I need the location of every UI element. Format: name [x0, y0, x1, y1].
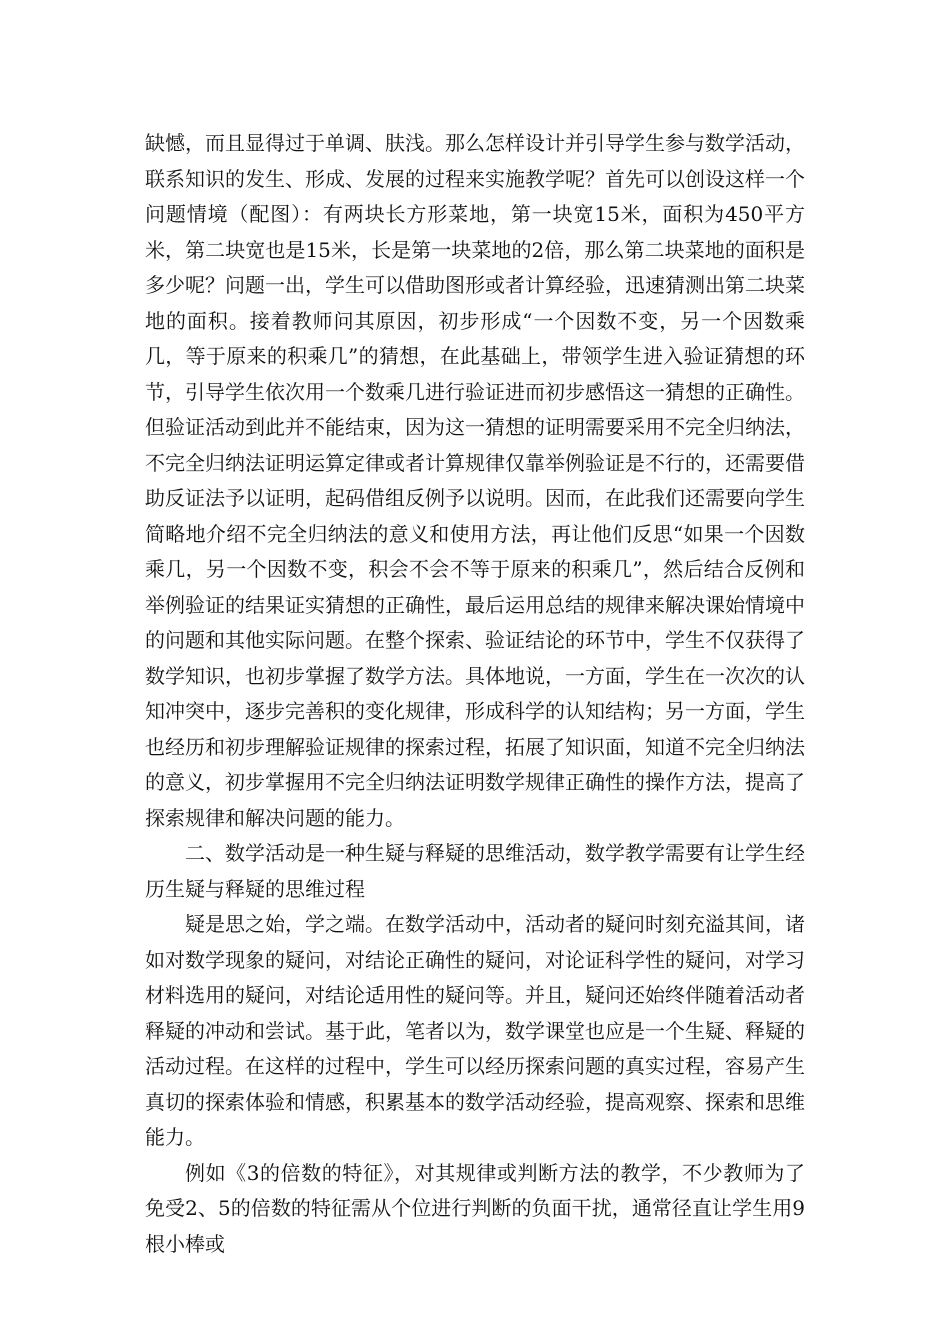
section-heading: 二、数学活动是一种生疑与释疑的思维活动，数学教学需要有让学生经历生疑与释疑的思维过程: [145, 841, 805, 901]
paragraph: 例如《3的倍数的特征》，对其规律或判断方法的教学，不少教师为了免受2、5的倍数的特征需从个位进行判断的负面干扰，通常径直让学生用9根小棒或: [145, 1160, 805, 1256]
document-body: [145, 126, 805, 1262]
paragraph-continued: 缺憾，而且显得过于单调、肤浅。那么怎样设计并引导学生参与数学活动，联系知识的发生、形成、发展的过程来实施教学呢？首先可以创设这样一个问题情境（配图）：有两块长方形菜地，第一块宽15米，面积为450平方米，第二块宽也是15米，长是第一块菜地的2倍，那么第二块菜地的面积是多少呢？问题一出，学生可以借助图形或者计算经验，迅速猜测出第二块菜地的面积。接着教师问其原因，初步形成“一个因数不变，另一个因数乘几，等于原来的积乘几”的猜想，在此基础上，带领学生进入验证猜想的环节，引导学生依次用一个数乘几进行验证进而初步感悟这一猜想的正确性。但验证活动到此并不能结束，因为这一猜想的证明需要采用不完全归纳法，不完全归纳法证明运算定律或者计算规律仅靠举例验证是不行的，还需要借助反证法予以证明，起码借组反例予以说明。因而，在此我们还需要向学生简略地介绍不完全归纳法的意义和使用方法，再让他们反思“如果一个因数乘几，另一个因数不变，积会不会不等于原来的积乘几”，然后结合反例和举例验证的结果证实猜想的正确性，最后运用总结的规律来解决课始情境中的问题和其他实际问题。在整个探索、验证结论的环节中，学生不仅获得了数学知识，也初步掌握了数学方法。具体地说，一方面，学生在一次次的认知冲突中，逐步完善积的变化规律，形成科学的认知结构；另一方面，学生也经历和初步理解验证规律的探索过程，拓展了知识面，知道不完全归纳法的意义，初步掌握用不完全归纳法证明数学规律正确性的操作方法，提高了探索规律和解决问题的能力。: [145, 131, 805, 830]
paragraph: 疑是思之始，学之端。在数学活动中，活动者的疑问时刻充溢其间，诸如对数学现象的疑问，对结论正确性的疑问，对论证科学性的疑问，对学习材料选用的疑问，对结论适用性的疑问等。并且，疑问还始终伴随着活动者释疑的冲动和尝试。基于此，笔者以为，数学课堂也应是一个生疑、释疑的活动过程。在这样的过程中，学生可以经历探索问题的真实过程，容易产生真切的探索体验和情感，积累基本的数学活动经验，提高观察、探索和思维能力。: [145, 912, 805, 1149]
